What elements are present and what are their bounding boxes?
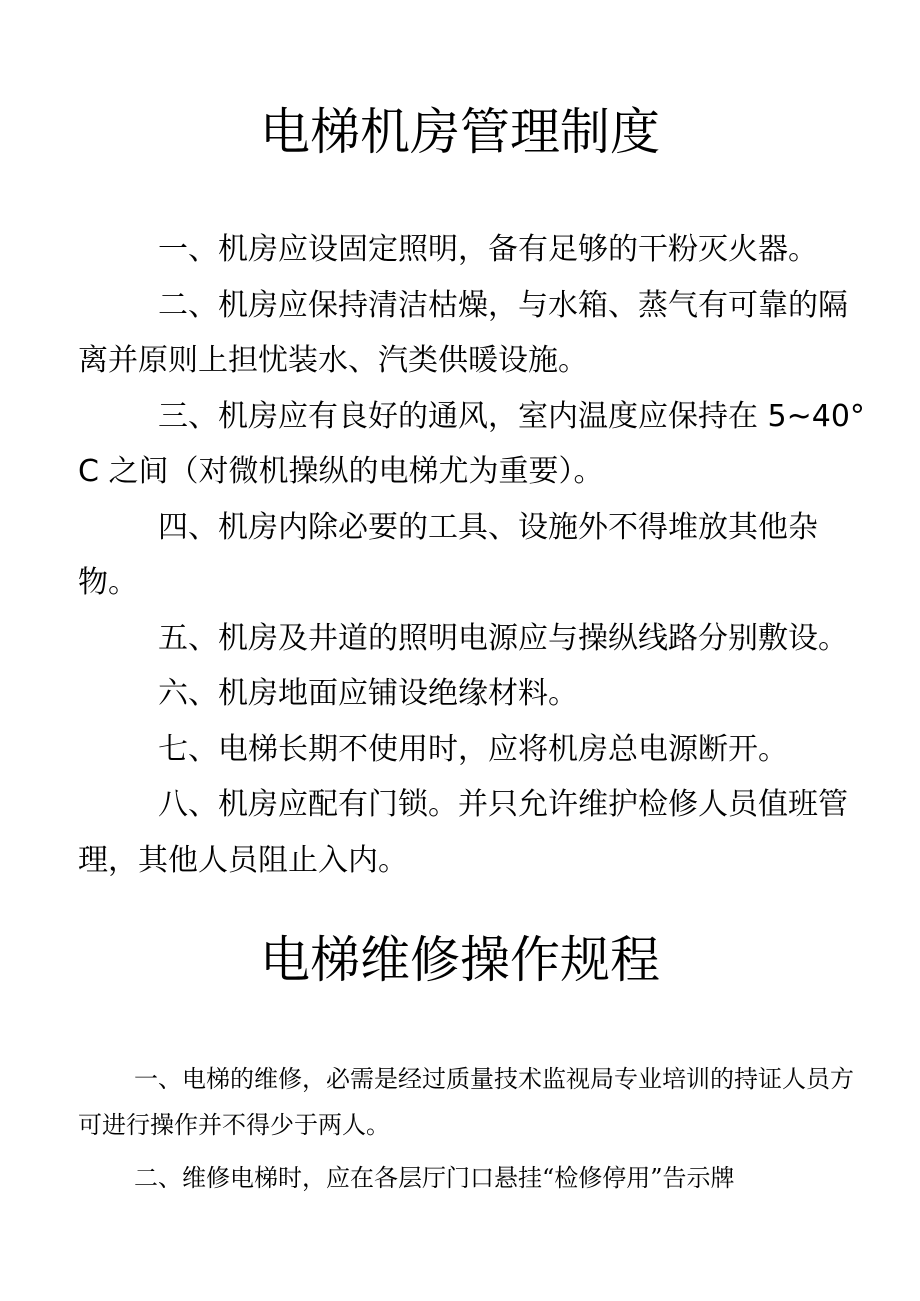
procedure-item: 一、电梯的维修，必需是经过质量技术监视局专业培训的持证人员方可进行操作并不得少于两人。 [78, 1065, 854, 1139]
document-title: 电梯机房管理制度 [260, 103, 660, 161]
rule-item: 八、机房应配有门锁。并只允许维护检修人员值班管理，其他人员阻止入内。 [78, 787, 848, 878]
rule-item: 三、机房应有良好的通风，室内温度应保持在 5~40°C 之间（对微机操纵的电梯尤为重要）。 [78, 398, 865, 489]
rule-item: 二、机房应保持清洁枯燥，与水箱、蒸气有可靠的隔离并原则上担忧装水、汽类供暖设施。 [78, 287, 848, 378]
rule-item: 六、机房地面应铺设绝缘材料。 [158, 676, 578, 711]
maintenance-procedures [78, 1056, 858, 1208]
section-title: 电梯维修操作规程 [260, 931, 660, 989]
rule-item: 七、电梯长期不使用时，应将机房总电源断开。 [158, 731, 788, 767]
machine-room-rules [78, 222, 868, 888]
rule-item: 一、机房应设固定照明，备有足够的干粉灭火器。 [158, 232, 818, 267]
rule-item: 五、机房及井道的照明电源应与操纵线路分别敷设。 [158, 620, 848, 656]
rule-item: 四、机房内除必要的工具、设施外不得堆放其他杂物。 [78, 509, 818, 600]
procedure-item: 二、维修电梯时，应在各层厅门口悬挂“检修停用”告示牌 [134, 1164, 735, 1192]
